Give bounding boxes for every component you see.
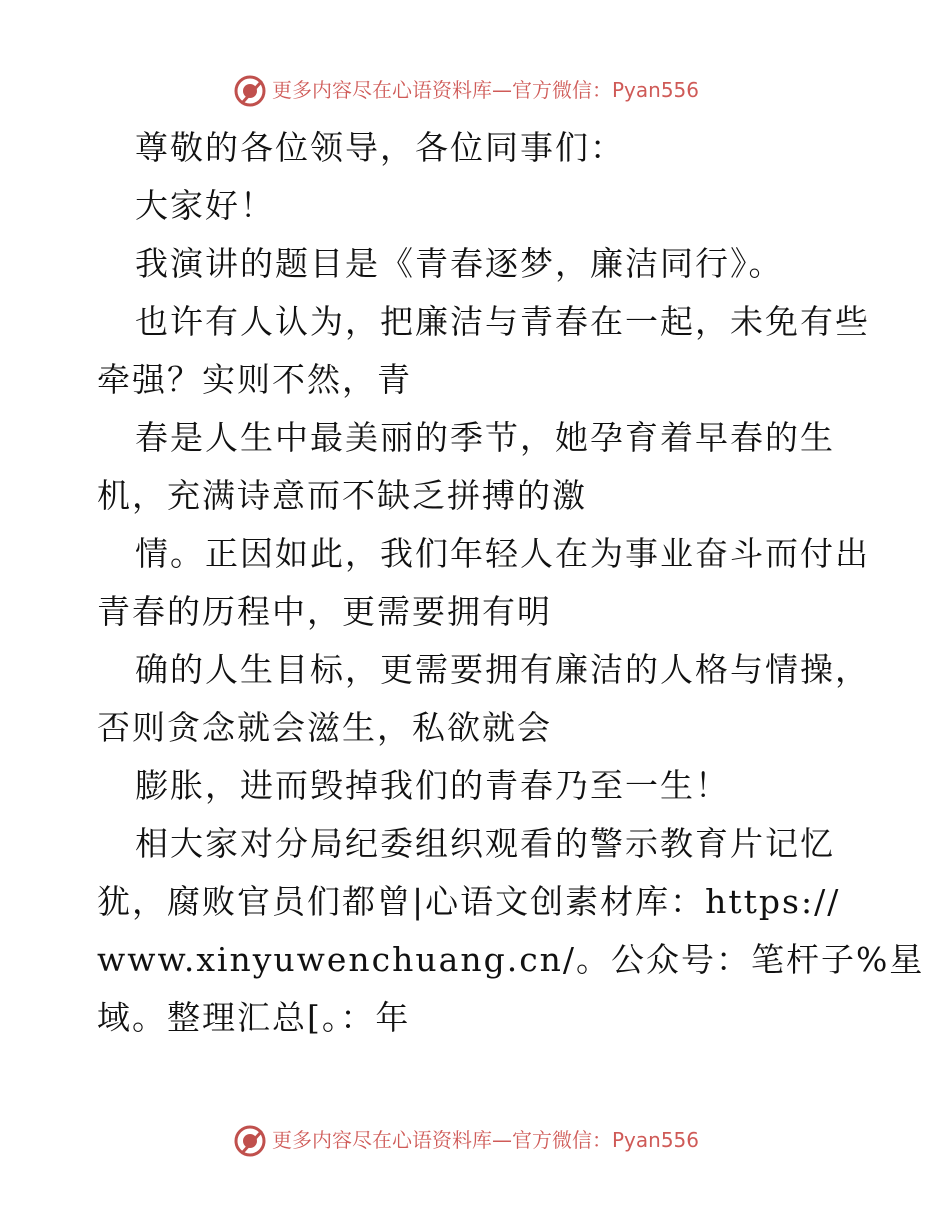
text-line: 犹，腐败官员们都曾|心语文创素材库：https:// xyxy=(97,882,841,921)
text-line: 大家好！ xyxy=(135,186,275,225)
text-line: 否则贪念就会滋生，私欲就会 xyxy=(97,708,552,747)
text-line: 域。整理汇总[。：年 xyxy=(97,998,411,1037)
text-line: 相大家对分局纪委组织观看的警示教育片记忆 xyxy=(135,824,835,863)
banner-text xyxy=(272,1127,699,1153)
text-line: 膨胀，进而毁掉我们的青春乃至一生！ xyxy=(135,766,730,805)
header-watermark-banner xyxy=(0,70,950,110)
brand-logo-icon xyxy=(233,74,267,108)
text-line: 青春的历程中，更需要拥有明 xyxy=(97,592,552,631)
brand-logo-icon xyxy=(233,1124,267,1158)
text-line: 也许有人认为，把廉洁与青春在一起，未免有些 xyxy=(135,302,870,341)
text-line: www.xinyuwenchuang.cn/。公众号：笔杆子%星 xyxy=(97,940,925,979)
banner-separator: — xyxy=(492,78,512,102)
banner-main-text: 更多内容尽在心语资料库 xyxy=(272,1128,492,1152)
text-line: 机，充满诗意而不缺乏拼搏的激 xyxy=(97,476,587,515)
banner-wechat-text: 官方微信：Pyan556 xyxy=(512,78,700,102)
banner-separator: — xyxy=(492,1128,512,1152)
banner-wechat-text: 官方微信：Pyan556 xyxy=(512,1128,700,1152)
text-line: 确的人生目标，更需要拥有廉洁的人格与情操， xyxy=(135,650,870,689)
text-line: 情。正因如此，我们年轻人在为事业奋斗而付出 xyxy=(135,534,870,573)
text-line: 牵强？实则不然，青 xyxy=(97,360,412,399)
banner-main-text: 更多内容尽在心语资料库 xyxy=(272,78,492,102)
text-line: 我演讲的题目是《青春逐梦，廉洁同行》。 xyxy=(135,244,784,283)
footer-watermark-banner xyxy=(0,1120,950,1160)
text-line: 春是人生中最美丽的季节，她孕育着早春的生 xyxy=(135,418,835,457)
banner-text xyxy=(272,77,699,103)
text-line: 尊敬的各位领导，各位同事们： xyxy=(135,128,625,167)
